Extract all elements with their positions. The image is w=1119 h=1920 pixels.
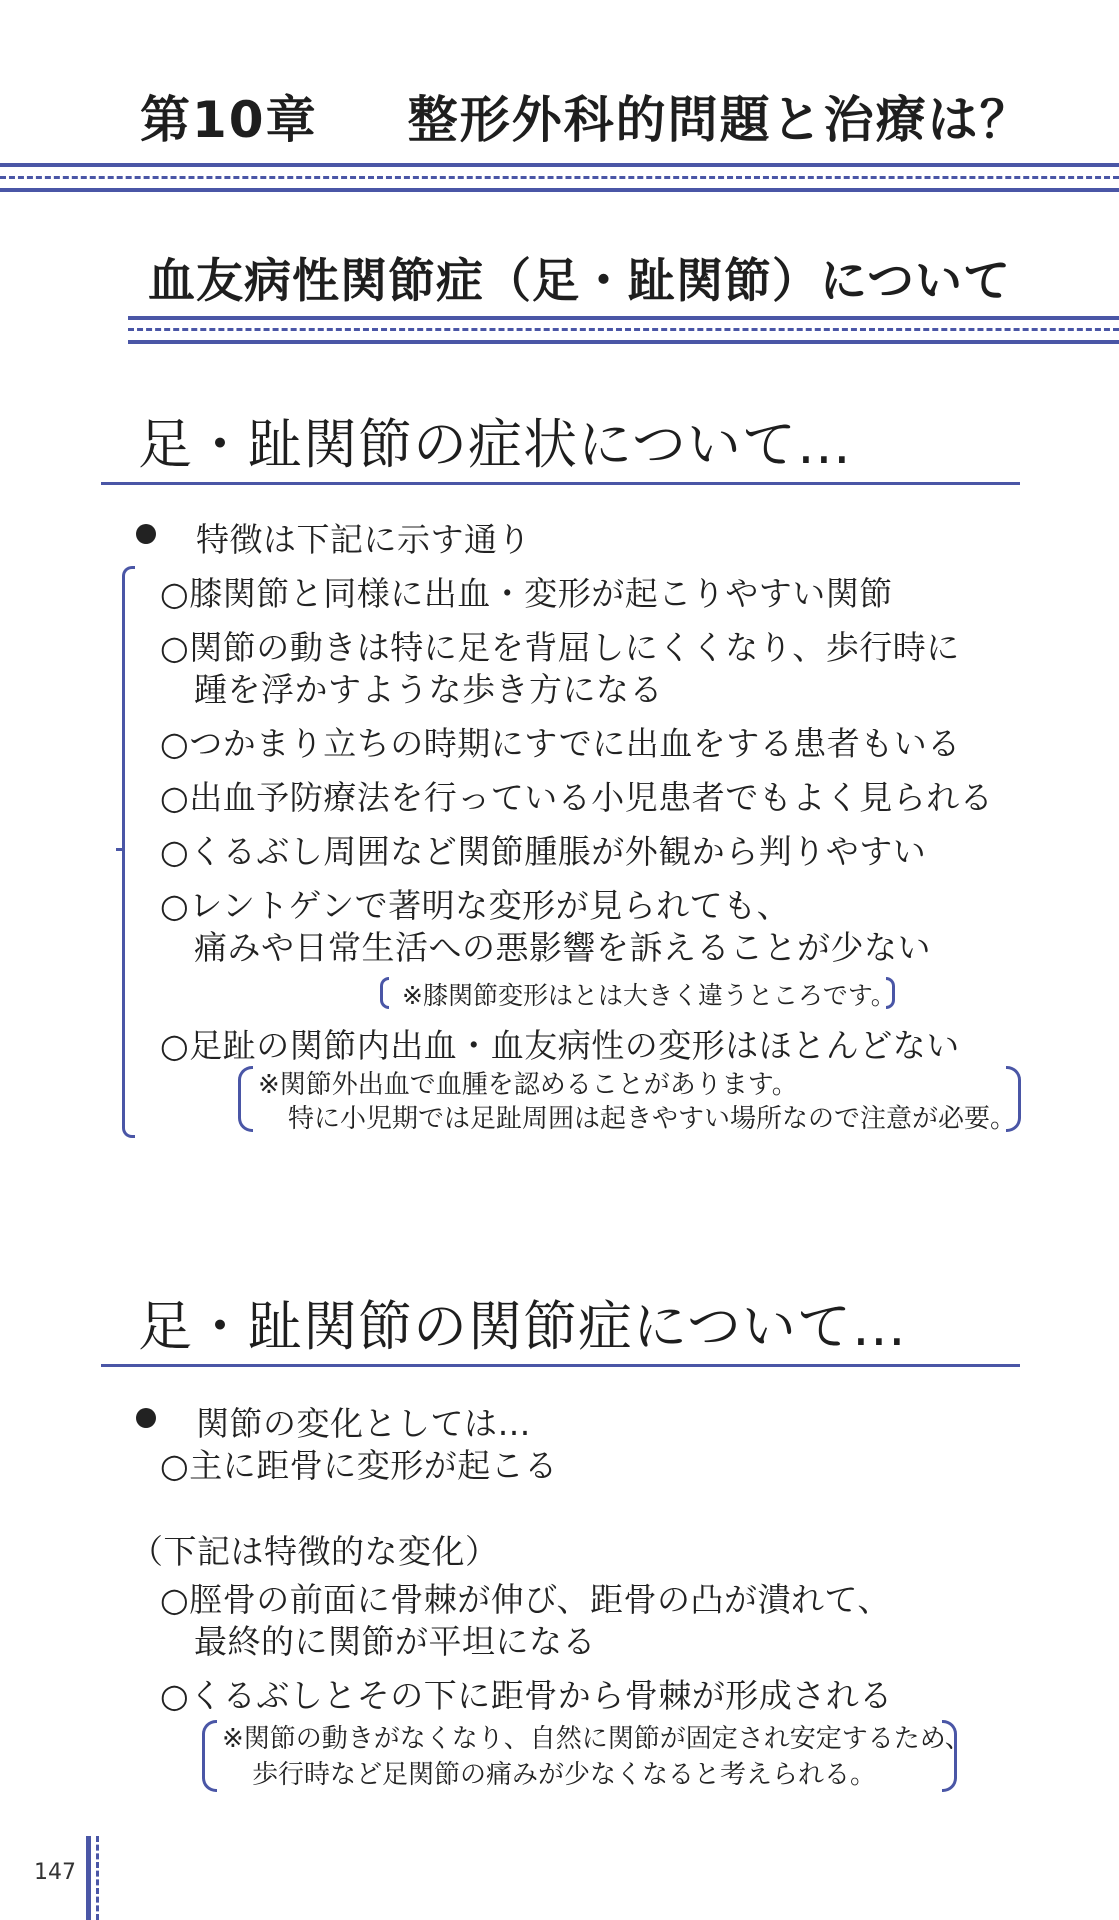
arthropathy-intro: 関節の変化としては… <box>196 1404 531 1443</box>
note-knee-difference: ※膝関節変形はとは大きく違うところです。 <box>402 981 896 1010</box>
note-bracket-left <box>380 977 389 1009</box>
symptoms-heading-underline <box>101 482 1020 485</box>
note-bracket-right <box>886 977 895 1009</box>
page-number: 147 <box>34 1860 76 1885</box>
chapter-title <box>140 80 1032 152</box>
chapter-rule-bottom <box>0 188 1119 192</box>
section-rule-bottom <box>128 340 1119 344</box>
arthropathy-heading: 足・趾関節の関節症について… <box>138 1295 907 1358</box>
note-bracket-right <box>1006 1066 1021 1132</box>
arthropathy-item: ○脛骨の前面に骨棘が伸び、距骨の凸が潰れて、 <box>160 1580 891 1619</box>
symptom-item: ○足趾の関節内出血・血友病性の変形はほとんどない <box>160 1026 960 1065</box>
section-rule-top <box>128 316 1119 320</box>
note-stability: ※関節の動きがなくなり、自然に関節が固定され安定するため、 <box>222 1724 971 1754</box>
note-hematoma: ※関節外出血で血腫を認めることがあります。 <box>258 1070 798 1100</box>
symptom-item: ○出血予防療法を行っている小児患者でもよく見られる <box>160 778 994 817</box>
note-bracket-left <box>202 1720 217 1792</box>
symptom-item: ○くるぶし周囲など関節腫脹が外観から判りやすい <box>160 832 927 871</box>
symptom-item: ○関節の動きは特に足を背屈しにくくなり、歩行時に <box>160 628 960 667</box>
arthropathy-item-cont: 最終的に関節が平坦になる <box>194 1622 596 1661</box>
bracket-tick <box>116 848 124 851</box>
symptom-item: ○レントゲンで著明な変形が見られても、 <box>160 886 791 925</box>
chapter-rule-dashed <box>0 176 1119 179</box>
note-bracket-left <box>238 1066 253 1132</box>
section-rule-dashed <box>128 328 1119 331</box>
bullet-dot <box>136 524 156 544</box>
symptom-item-cont: 痛みや日常生活への悪影響を訴えることが少ない <box>194 928 931 967</box>
arthropathy-heading-underline <box>101 1364 1020 1367</box>
symptom-item: ○膝関節と同様に出血・変形が起こりやすい関節 <box>160 574 893 613</box>
symptoms-intro: 特徴は下記に示す通り <box>196 520 531 559</box>
section-title: 血友病性関節症（足・趾関節）について <box>148 254 1012 309</box>
arthropathy-subheading: （下記は特徴的な変化） <box>130 1532 499 1571</box>
arthropathy-item: ○くるぶしとその下に距骨から骨棘が形成される <box>160 1676 893 1715</box>
margin-bar <box>86 1836 91 1920</box>
arthropathy-item: ○主に距骨に変形が起こる <box>160 1446 558 1485</box>
note-hematoma-cont: 特に小児期では足趾周囲は起きやすい場所なので注意が必要。 <box>288 1104 1017 1134</box>
note-stability-cont: 歩行時など足関節の痛みが少なくなると考えられる。 <box>252 1760 877 1790</box>
symptoms-list-bracket <box>122 566 135 1138</box>
chapter-heading: 整形外科的問題と治療は？ <box>407 91 1032 149</box>
chapter-rule-top <box>0 163 1119 167</box>
bullet-dot <box>136 1408 156 1428</box>
symptom-item-cont: 踵を浮かすような歩き方になる <box>194 670 663 709</box>
symptom-item: ○つかまり立ちの時期にすでに出血をする患者もいる <box>160 724 961 763</box>
margin-bar-dashed <box>96 1836 99 1920</box>
symptoms-heading: 足・趾関節の症状について… <box>138 413 852 476</box>
chapter-label: 第10章 <box>140 91 318 149</box>
note-bracket-right <box>942 1720 957 1792</box>
